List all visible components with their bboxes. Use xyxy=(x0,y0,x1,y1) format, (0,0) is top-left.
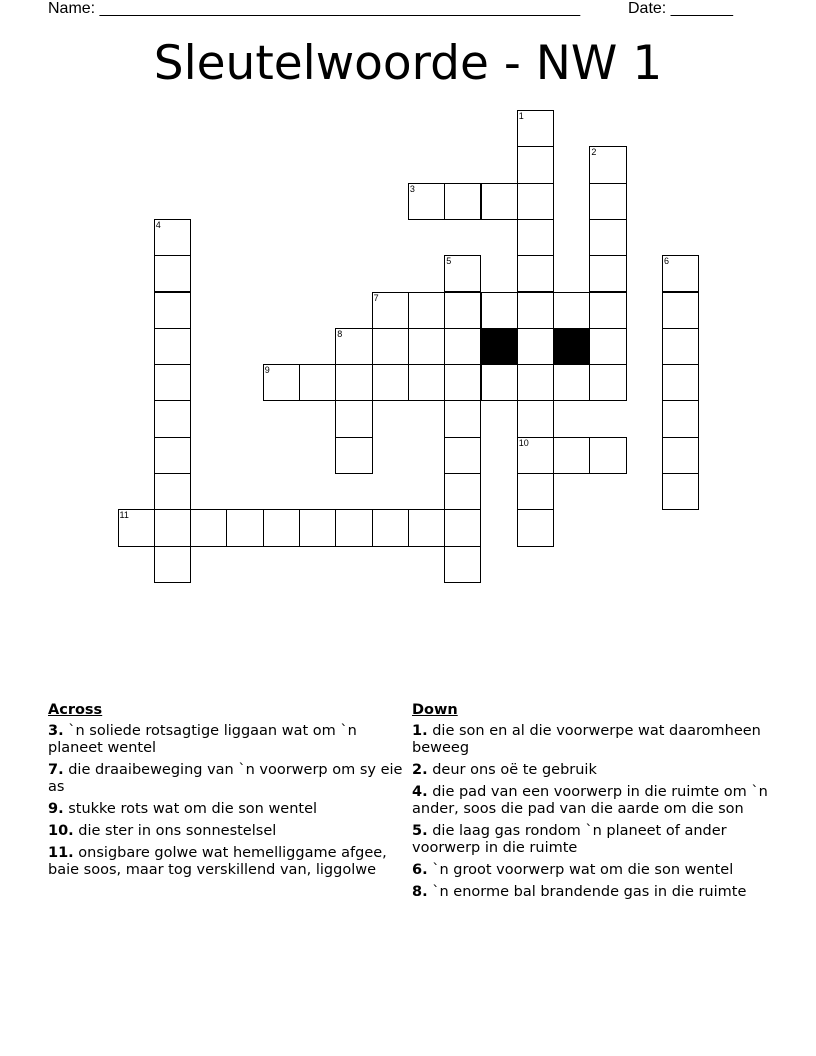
across-clue xyxy=(48,801,408,818)
clue-number-label: 1. xyxy=(412,723,428,739)
grid-cell[interactable] xyxy=(372,509,409,546)
grid-cell[interactable] xyxy=(444,364,481,401)
grid-cell[interactable] xyxy=(154,400,191,437)
clue-text: `n enorme bal brandende gas in die ruimte xyxy=(427,884,747,900)
grid-cell[interactable] xyxy=(154,473,191,510)
clue-text: die ster in ons sonnestelsel xyxy=(73,823,277,839)
clue-text: die pad van een voorwerp in die ruimte om `n ander, soos die pad van die aarde om die son xyxy=(412,784,768,817)
grid-cell[interactable] xyxy=(517,110,554,147)
black-cell xyxy=(481,328,518,365)
grid-cell[interactable] xyxy=(444,473,481,510)
grid-cell[interactable] xyxy=(517,473,554,510)
clue-number: 6 xyxy=(664,256,670,267)
down-clue xyxy=(412,884,772,901)
clue-text: die son en al die voorwerpe wat daaromheen beweeg xyxy=(412,723,761,756)
grid-cell[interactable] xyxy=(589,183,626,220)
grid-cell[interactable] xyxy=(517,292,554,329)
date-field: Date: _______ xyxy=(628,0,733,17)
grid-cell[interactable] xyxy=(372,364,409,401)
clue-number-label: 6. xyxy=(412,862,428,878)
down-clue xyxy=(412,723,772,757)
grid-cell[interactable] xyxy=(444,509,481,546)
grid-cell[interactable] xyxy=(662,364,699,401)
across-clue xyxy=(48,762,408,796)
clue-number-label: 8. xyxy=(412,884,428,900)
grid-cell[interactable] xyxy=(154,328,191,365)
grid-cell[interactable] xyxy=(444,255,481,292)
grid-cell[interactable] xyxy=(263,364,300,401)
grid-cell[interactable] xyxy=(154,546,191,583)
down-heading: Down xyxy=(412,702,458,718)
grid-cell[interactable] xyxy=(589,219,626,256)
clue-text: die laag gas rondom `n planeet of ander voorwerp in die ruimte xyxy=(412,823,727,856)
clue-number-label: 7. xyxy=(48,762,64,778)
grid-cell[interactable] xyxy=(372,328,409,365)
grid-cell[interactable] xyxy=(444,328,481,365)
clue-text: `n groot voorwerp wat om die son wentel xyxy=(427,862,734,878)
clue-number-label: 9. xyxy=(48,801,64,817)
across-clue xyxy=(48,723,408,757)
across-heading: Across xyxy=(48,702,103,718)
grid-cell[interactable] xyxy=(299,509,336,546)
clue-number-label: 5. xyxy=(412,823,428,839)
grid-cell[interactable] xyxy=(335,328,372,365)
grid-cell[interactable] xyxy=(154,219,191,256)
clue-number: 4 xyxy=(155,219,161,230)
grid-cell[interactable] xyxy=(408,509,445,546)
clue-text: `n soliede rotsagtige liggaan wat om `n planeet wentel xyxy=(48,723,357,756)
grid-cell[interactable] xyxy=(662,292,699,329)
grid-cell[interactable] xyxy=(517,255,554,292)
grid-cell[interactable] xyxy=(335,509,372,546)
grid-cell[interactable] xyxy=(481,292,518,329)
grid-cell[interactable] xyxy=(589,146,626,183)
clue-number: 7 xyxy=(373,292,379,303)
down-clue xyxy=(412,862,772,879)
grid-cell[interactable] xyxy=(517,400,554,437)
name-field: Name: ______________________________________________________ xyxy=(48,0,581,17)
grid-cell[interactable] xyxy=(118,509,155,546)
grid-cell[interactable] xyxy=(589,292,626,329)
grid-cell[interactable] xyxy=(226,509,263,546)
clue-number: 9 xyxy=(264,365,270,376)
grid-cell[interactable] xyxy=(263,509,300,546)
clue-number: 10 xyxy=(518,437,529,448)
grid-cell[interactable] xyxy=(662,437,699,474)
grid-cell[interactable] xyxy=(335,437,372,474)
grid-cell[interactable] xyxy=(154,509,191,546)
across-clues xyxy=(48,702,408,884)
across-clue xyxy=(48,823,408,840)
grid-cell[interactable] xyxy=(335,400,372,437)
clue-number-label: 11. xyxy=(48,845,74,861)
down-clue xyxy=(412,762,772,779)
grid-cell[interactable] xyxy=(553,292,590,329)
grid-cell[interactable] xyxy=(408,183,445,220)
grid-cell[interactable] xyxy=(517,219,554,256)
grid-cell[interactable] xyxy=(662,328,699,365)
across-clue-list xyxy=(48,723,408,879)
grid-cell[interactable] xyxy=(589,328,626,365)
grid-cell[interactable] xyxy=(517,509,554,546)
grid-cell[interactable] xyxy=(481,364,518,401)
across-clue xyxy=(48,845,408,879)
grid-cell[interactable] xyxy=(408,328,445,365)
grid-cell[interactable] xyxy=(444,292,481,329)
down-clue-list xyxy=(412,723,772,901)
grid-cell[interactable] xyxy=(408,364,445,401)
clue-text: die draaibeweging van `n voorwerp om sy eie as xyxy=(48,762,403,795)
grid-cell[interactable] xyxy=(444,400,481,437)
grid-cell[interactable] xyxy=(299,364,336,401)
grid-cell[interactable] xyxy=(517,183,554,220)
grid-cell[interactable] xyxy=(372,292,409,329)
down-clue xyxy=(412,784,772,818)
grid-cell[interactable] xyxy=(481,183,518,220)
grid-cell[interactable] xyxy=(589,255,626,292)
grid-cell[interactable] xyxy=(154,292,191,329)
grid-cell[interactable] xyxy=(154,437,191,474)
grid-cell[interactable] xyxy=(662,400,699,437)
clue-number: 11 xyxy=(119,510,129,521)
grid-cell[interactable] xyxy=(589,437,626,474)
grid-cell[interactable] xyxy=(589,364,626,401)
grid-cell[interactable] xyxy=(190,509,227,546)
grid-cell[interactable] xyxy=(517,437,554,474)
grid-cell[interactable] xyxy=(517,146,554,183)
clue-number-label: 4. xyxy=(412,784,428,800)
clue-text: stukke rots wat om die son wentel xyxy=(63,801,318,817)
clue-text: deur ons oë te gebruik xyxy=(427,762,597,778)
grid-cell[interactable] xyxy=(154,364,191,401)
grid-cell[interactable] xyxy=(444,183,481,220)
clue-number: 5 xyxy=(446,256,452,267)
clue-number: 1 xyxy=(518,111,524,121)
grid-cell[interactable] xyxy=(444,437,481,474)
page-title: Sleutelwoorde - NW 1 xyxy=(153,36,663,91)
clue-number-label: 2. xyxy=(412,762,428,778)
clue-number: 2 xyxy=(591,147,597,158)
grid-cell[interactable] xyxy=(662,473,699,510)
grid-cell[interactable] xyxy=(335,364,372,401)
down-clues xyxy=(412,702,772,906)
grid-cell[interactable] xyxy=(553,364,590,401)
black-cell xyxy=(553,328,590,365)
down-clue xyxy=(412,823,772,857)
grid-cell[interactable] xyxy=(553,437,590,474)
grid-cell[interactable] xyxy=(444,546,481,583)
grid-cell[interactable] xyxy=(408,292,445,329)
clue-number-label: 10. xyxy=(48,823,74,839)
grid-cell[interactable] xyxy=(154,255,191,292)
clue-number: 3 xyxy=(409,183,415,194)
clue-number-label: 3. xyxy=(48,723,64,739)
grid-cell[interactable] xyxy=(517,328,554,365)
grid-cell[interactable] xyxy=(517,364,554,401)
clue-text: onsigbare golwe wat hemelliggame afgee, baie soos, maar tog verskillend van, liggolwe xyxy=(48,845,387,878)
grid-cell[interactable] xyxy=(662,255,699,292)
clue-number: 8 xyxy=(337,328,343,339)
